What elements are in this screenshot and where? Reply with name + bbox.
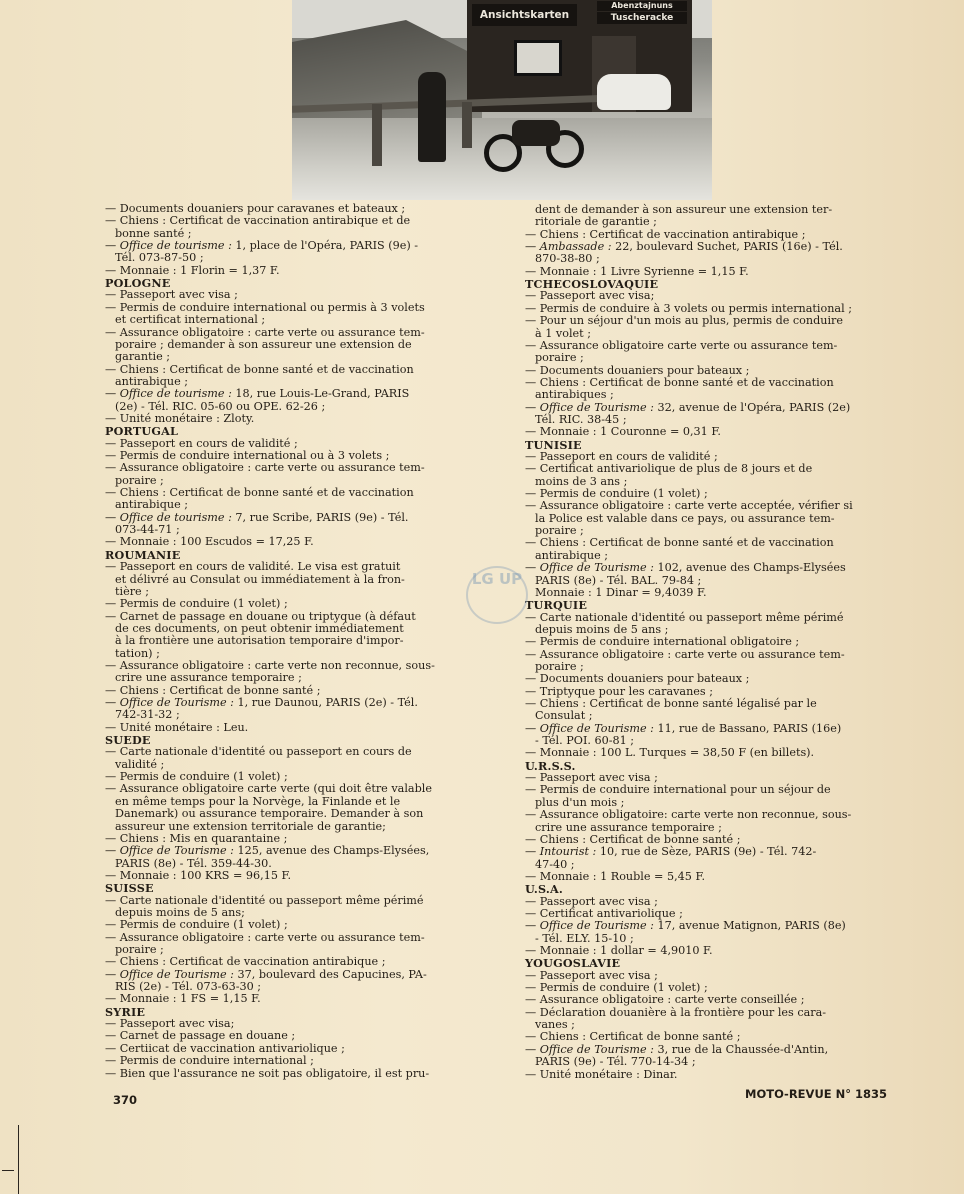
entry-line: (2e) - Tél. RIC. 05-60 ou OPE. 62-26 ; bbox=[115, 399, 326, 413]
office-label: — Office de Tourisme : bbox=[105, 967, 234, 981]
entry-line: poraire ; bbox=[115, 943, 164, 956]
entry-line bbox=[105, 845, 429, 857]
entry-line: — Permis de conduire international pour un séjour de bbox=[525, 783, 831, 797]
entry-line: — Assurance obligatoire : carte verte conseillée ; bbox=[525, 993, 805, 1007]
watermark-logo: LG UP bbox=[466, 566, 528, 624]
entry-line: — Permis de conduire à 3 volets ou permis international ; bbox=[525, 301, 853, 315]
photo-motorcycle bbox=[484, 112, 584, 172]
entry-line bbox=[525, 920, 846, 932]
entry-line: moins de 3 ans ; bbox=[535, 474, 628, 488]
entry-line: Tél. 073-87-50 ; bbox=[115, 251, 204, 265]
entry-line: poraire ; bbox=[535, 351, 584, 365]
office-address: 7, rue Scribe, PARIS (9e) - Tél. bbox=[231, 510, 409, 524]
entry-line: — Permis de conduire (1 volet) ; bbox=[105, 597, 288, 611]
entry-line: — Monnaie : 100 L. Turques = 38,50 F (en billets). bbox=[525, 746, 815, 760]
entry-line: — Chiens : Certificat de vaccination antirabique ; bbox=[105, 955, 386, 969]
entry-line: garantie ; bbox=[115, 350, 171, 364]
entry-line bbox=[525, 846, 816, 858]
entry-line: Consulat ; bbox=[535, 709, 593, 723]
entry-line: — Monnaie : 1 Rouble = 5,45 F. bbox=[525, 869, 706, 883]
entry-line: depuis moins de 5 ans; bbox=[115, 905, 245, 919]
country-heading: TUNISIE bbox=[525, 437, 582, 452]
entry-line: poraire ; bbox=[535, 524, 584, 538]
entry-line: — Permis de conduire (1 volet) ; bbox=[525, 981, 708, 995]
entry-line: Tél. RIC. 38-45 ; bbox=[535, 412, 627, 426]
entry-line: — Assurance obligatoire : carte verte ou assurance tem- bbox=[105, 325, 425, 339]
photo-motorcycle-chalet bbox=[292, 0, 712, 200]
entry-line: — Unité monétaire : Zloty. bbox=[105, 411, 255, 425]
entry-line: 870-38-80 ; bbox=[535, 252, 600, 266]
office-label: — Office de Tourisme : bbox=[525, 721, 654, 735]
photo-window bbox=[514, 40, 562, 76]
entry-line: — Unité monétaire : Dinar. bbox=[525, 1067, 678, 1081]
entry-line: — Monnaie : 1 FS = 1,15 F. bbox=[105, 992, 261, 1006]
entry-line: et certificat international ; bbox=[115, 313, 266, 327]
entry-line: poraire ; bbox=[115, 473, 164, 487]
entry-line: en même temps pour la Norvège, la Finlande et le bbox=[115, 794, 401, 808]
entry-line: la Police est valable dans ce pays, ou assurance tem- bbox=[535, 511, 835, 525]
entry-line: — Monnaie : 100 KRS = 96,15 F. bbox=[105, 868, 292, 882]
entry-line: — Permis de conduire (1 volet) ; bbox=[105, 918, 288, 932]
magazine-footer: MOTO-REVUE N° 1835 bbox=[745, 1087, 888, 1101]
photo-person bbox=[418, 72, 446, 162]
office-address: 11, rue de Bassano, PARIS (16e) bbox=[653, 721, 842, 735]
country-heading: TURQUIE bbox=[525, 598, 588, 613]
entry-line: — Chiens : Certificat de vaccination antirabique et de bbox=[105, 214, 411, 228]
entry-line: — Déclaration douanière à la frontière pour les cara- bbox=[525, 1005, 827, 1019]
entry-line: validité ; bbox=[115, 757, 165, 771]
entry-line: — Assurance obligatoire : carte verte non reconnue, sous- bbox=[105, 658, 435, 672]
entry-line: — Carte nationale d'identité ou passeport en cours de bbox=[105, 745, 412, 759]
entry-line: depuis moins de 5 ans ; bbox=[535, 622, 669, 636]
photo-sign-right-top: Abenztajnuns bbox=[597, 1, 687, 11]
entry-line: poraire ; bbox=[535, 659, 584, 673]
entry-line: — Permis de conduire international obligatoire ; bbox=[525, 635, 800, 649]
country-heading: YOUGOSLAVIE bbox=[525, 956, 621, 971]
entry-line: — Assurance obligatoire : carte verte ou assurance tem- bbox=[525, 647, 845, 661]
office-address: 10, rue de Sèze, PARIS (9e) - Tél. 742- bbox=[596, 845, 817, 859]
entry-line: — Chiens : Certificat de bonne santé ; bbox=[525, 1030, 741, 1044]
office-label: — Office de tourisme : bbox=[105, 239, 232, 253]
entry-line: PARIS (8e) - Tél. 359-44-30. bbox=[115, 856, 272, 870]
entry-line: — Permis de conduire international ou à 3 volets ; bbox=[105, 449, 390, 462]
entry-line: — Passeport avec visa ; bbox=[525, 968, 658, 982]
office-label: — Intourist : bbox=[525, 845, 597, 859]
entry-line: — Assurance obligatoire : carte verte acceptée, vérifier si bbox=[525, 499, 853, 513]
entry-line: — Triptyque pour les caravanes ; bbox=[525, 684, 713, 698]
entry-line: PARIS (9e) - Tél. 770-14-34 ; bbox=[535, 1055, 696, 1069]
entry-line: — Passeport avec visa; bbox=[105, 1017, 235, 1031]
entry-line: — Bien que l'assurance ne soit pas obligatoire, il est pru- bbox=[105, 1066, 430, 1080]
country-heading: SUEDE bbox=[105, 733, 151, 748]
entry-line: crire une assurance temporaire ; bbox=[115, 671, 302, 685]
office-label: — Office de Tourisme : bbox=[105, 696, 234, 709]
entry-line: — Assurance obligatoire carte verte (qui doit être valable bbox=[105, 782, 432, 796]
office-label: — Office de Tourisme : bbox=[525, 1042, 654, 1056]
office-address: 102, avenue des Champs-Elysées bbox=[653, 561, 846, 575]
entry-line: crire une assurance temporaire ; bbox=[535, 820, 722, 834]
entry-line: — Documents douaniers pour bateaux ; bbox=[525, 672, 750, 686]
entry-line: — Chiens : Certificat de bonne santé ; bbox=[105, 683, 321, 697]
entry-line: — Carnet de passage en douane ou triptyque (à défaut bbox=[105, 609, 416, 623]
entry-line: — Documents douaniers pour caravanes et bateaux ; bbox=[105, 202, 406, 215]
entry-line: — Certificat antivariolique de plus de 8 jours et de bbox=[525, 462, 813, 476]
entry-line: tation) ; bbox=[115, 646, 160, 660]
office-address: 22, boulevard Suchet, PARIS (16e) - Tél. bbox=[611, 240, 843, 254]
entry-line: — Passeport en cours de validité ; bbox=[105, 436, 298, 450]
entry-line: — Monnaie : 1 Livre Syrienne = 1,15 F. bbox=[525, 264, 749, 278]
photo-rail-post bbox=[372, 104, 382, 166]
entry-line: — Unité monétaire : Leu. bbox=[105, 720, 249, 734]
office-label: — Office de Tourisme : bbox=[525, 561, 654, 575]
entry-line: plus d'un mois ; bbox=[535, 795, 625, 809]
entry-line: — Certiicat de vaccination antivariolique ; bbox=[105, 1041, 345, 1055]
entry-line: Danemark) ou assurance temporaire. Demander à son bbox=[115, 807, 424, 821]
office-label: — Office de tourisme : bbox=[105, 387, 232, 401]
entry-line: — Passeport en cours de validité. Le visa est gratuit bbox=[105, 560, 401, 574]
entry-line: tière ; bbox=[115, 584, 149, 598]
country-heading: ROUMANIE bbox=[105, 547, 181, 562]
entry-line: antirabique ; bbox=[535, 548, 609, 562]
office-label: — Office de Tourisme : bbox=[525, 400, 654, 414]
office-address: 1, place de l'Opéra, PARIS (9e) - bbox=[231, 239, 419, 253]
office-address: 18, rue Louis-Le-Grand, PARIS bbox=[231, 387, 410, 401]
entry-line bbox=[105, 388, 409, 400]
entry-line: RIS (2e) - Tél. 073-63-30 ; bbox=[115, 980, 262, 994]
entry-line: assureur une extension territoriale de garantie; bbox=[115, 819, 386, 833]
entry-line: — Pour un séjour d'un mois au plus, permis de conduire bbox=[525, 314, 844, 328]
entry-line: — Passeport avec visa; bbox=[525, 289, 655, 303]
entry-line: — Certificat antivariolique ; bbox=[525, 906, 683, 920]
entry-line: — Chiens : Certificat de bonne santé ; bbox=[525, 832, 741, 846]
entry-line: — Carte nationale d'identité ou passeport même périmé bbox=[525, 610, 844, 624]
entry-line: — Chiens : Certificat de bonne santé et de vaccination bbox=[105, 362, 414, 376]
entry-line: — Chiens : Certificat de bonne santé et de vaccination bbox=[105, 486, 414, 500]
entry-line: à la frontière une autorisation temporaire d'impor- bbox=[115, 634, 404, 648]
entry-line: — Documents douaniers pour bateaux ; bbox=[525, 363, 750, 377]
country-heading: U.R.S.S. bbox=[525, 758, 576, 773]
entry-line: — Monnaie : 1 Couronne = 0,31 F. bbox=[525, 425, 721, 439]
entry-line: antirabique ; bbox=[115, 374, 189, 388]
entry-line: et délivré au Consulat ou immédiatement à la fron- bbox=[115, 572, 405, 586]
entry-line bbox=[525, 562, 846, 574]
entry-line: antirabique ; bbox=[115, 498, 189, 512]
country-heading: PORTUGAL bbox=[105, 424, 179, 439]
office-address: 1, rue Daunou, PARIS (2e) - Tél. bbox=[233, 696, 418, 709]
entry-line: — Passeport avec visa ; bbox=[525, 894, 658, 908]
entry-line: — Passeport avec visa ; bbox=[105, 288, 238, 302]
country-heading: SYRIE bbox=[105, 1004, 146, 1019]
entry-line: — Carte nationale d'identité ou passeport même périmé bbox=[105, 893, 424, 907]
entry-line: — Monnaie : 1 Florin = 1,37 F. bbox=[105, 263, 280, 277]
entry-line: — Chiens : Certificat de vaccination antirabique ; bbox=[525, 227, 806, 241]
office-label: — Office de tourisme : bbox=[105, 510, 232, 524]
entry-line: — Chiens : Certificat de bonne santé et de vaccination bbox=[525, 375, 834, 389]
entry-line: à 1 volet ; bbox=[535, 326, 591, 340]
country-heading: TCHECOSLOVAQUIE bbox=[525, 277, 659, 292]
entry-line: — Assurance obligatoire carte verte ou assurance tem- bbox=[525, 338, 838, 352]
margin-tick bbox=[2, 1170, 14, 1171]
entry-line: ritoriale de garantie ; bbox=[535, 215, 657, 229]
office-address: 32, avenue de l'Opéra, PARIS (2e) bbox=[653, 400, 851, 414]
office-label: — Ambassade : bbox=[525, 240, 612, 254]
entry-line: 073-44-71 ; bbox=[115, 523, 180, 537]
entry-line: — Permis de conduire (1 volet) ; bbox=[105, 770, 288, 784]
entry-line: — Chiens : Certificat de bonne santé et de vaccination bbox=[525, 536, 834, 550]
entry-line: vanes ; bbox=[535, 1018, 575, 1032]
photo-moto-body bbox=[512, 120, 560, 146]
entry-line: de ces documents, on peut obtenir immédiatement bbox=[115, 621, 404, 635]
entry-line: dent de demander à son assureur une extension ter- bbox=[535, 203, 833, 216]
office-label: — Office de Tourisme : bbox=[525, 919, 654, 933]
entry-line: — Passeport avec visa ; bbox=[525, 771, 658, 785]
entry-line: PARIS (8e) - Tél. BAL. 79-84 ; bbox=[535, 573, 702, 587]
office-address: 3, rue de la Chaussée-d'Antin, bbox=[653, 1042, 829, 1056]
office-label: — Office de Tourisme : bbox=[105, 844, 234, 858]
entry-line: — Carnet de passage en douane ; bbox=[105, 1029, 296, 1043]
photo-sign-right-bottom: Tuscheracke bbox=[597, 12, 687, 24]
entry-line: poraire ; demander à son assureur une extension de bbox=[115, 337, 412, 351]
entry-line: — Permis de conduire international ; bbox=[105, 1054, 314, 1068]
entry-line: — Assurance obligatoire : carte verte ou assurance tem- bbox=[105, 461, 425, 475]
entry-line: — Permis de conduire (1 volet) ; bbox=[525, 487, 708, 501]
entry-line: — Chiens : Mis en quarantaine ; bbox=[105, 831, 288, 845]
entry-line: bonne santé ; bbox=[115, 226, 192, 240]
margin-rule bbox=[18, 1125, 19, 1194]
page-number: 370 bbox=[113, 1093, 138, 1107]
entry-line: 742-31-32 ; bbox=[115, 708, 180, 722]
entry-line: — Passeport en cours de validité ; bbox=[525, 450, 718, 463]
photo-sign-left: Ansichtskarten bbox=[472, 4, 577, 26]
entry-line: antirabiques ; bbox=[535, 388, 614, 402]
entry-line: — Assurance obligatoire: carte verte non reconnue, sous- bbox=[525, 808, 852, 822]
office-address: 17, avenue Matignon, PARIS (8e) bbox=[653, 919, 846, 933]
entry-line: — Monnaie : 1 dollar = 4,9010 F. bbox=[525, 944, 713, 957]
country-heading: U.S.A. bbox=[525, 882, 563, 897]
entry-line: — Chiens : Certificat de bonne santé légalisé par le bbox=[525, 697, 817, 710]
entry-line: — Permis de conduire international ou permis à 3 volets bbox=[105, 300, 425, 314]
photo-rail-post bbox=[462, 102, 472, 148]
entry-line: 47-40 ; bbox=[535, 857, 575, 871]
entry-line: Monnaie : 1 Dinar = 9,4039 F. bbox=[535, 585, 707, 599]
entry-line: — Monnaie : 100 Escudos = 17,25 F. bbox=[105, 535, 314, 549]
office-address: 125, avenue des Champs-Elysées, bbox=[233, 844, 430, 858]
photo-car bbox=[597, 74, 671, 110]
office-address: 37, boulevard des Capucines, PA- bbox=[233, 967, 427, 981]
country-heading: SUISSE bbox=[105, 881, 154, 896]
entry-line: - Tél. ELY. 15-10 ; bbox=[535, 931, 634, 945]
entry-line: - Tél. POI. 60-81 ; bbox=[535, 734, 635, 748]
entry-line: — Assurance obligatoire : carte verte ou assurance tem- bbox=[105, 930, 425, 944]
country-heading: POLOGNE bbox=[105, 276, 171, 291]
